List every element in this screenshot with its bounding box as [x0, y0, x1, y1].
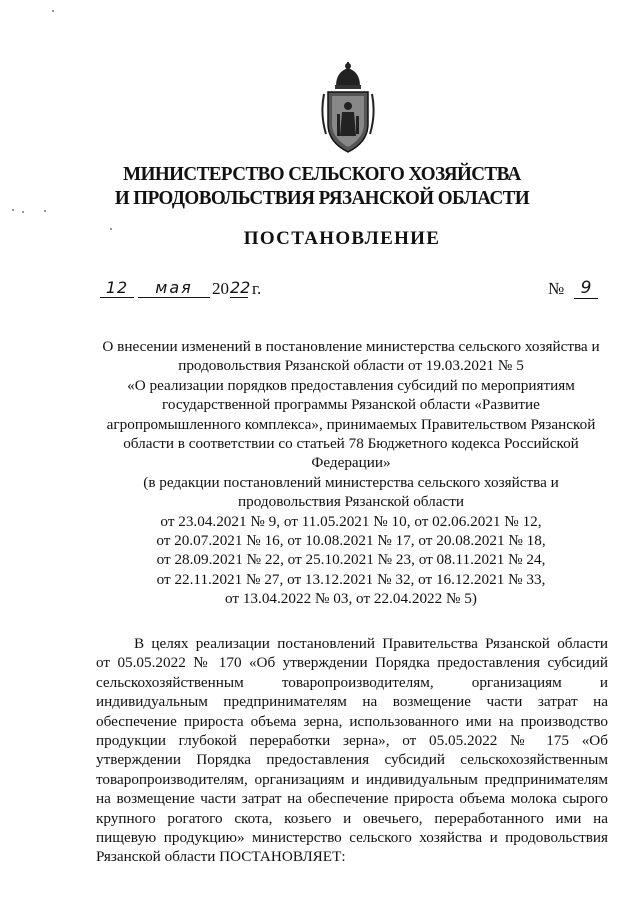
date-day: 12: [100, 278, 134, 298]
document-number: 9: [574, 278, 598, 299]
body-line: Рязанской области ПОСТАНОВЛЯЕТ:: [96, 848, 346, 866]
body-line: индивидуальным предпринимателям на возмещение части затрат на: [96, 693, 608, 711]
body-line: крупного рогатого скота, козьего и овечьего, переработанного ими на: [96, 809, 608, 827]
number-sign: №: [548, 279, 565, 298]
year-prefix: 20: [212, 279, 229, 298]
title-line: агропромышленного комплекса», принимаемых Правительством Рязанской: [106, 415, 596, 433]
title-line: от 22.11.2021 № 27, от 13.12.2021 № 32, от 16.12.2021 № 33,: [156, 570, 546, 588]
body-line: товаропроизводителям, организациям и индивидуальным предпринимателям: [96, 770, 608, 788]
body-line: на возмещение части затрат на обеспечение прироста объема молока сырого: [96, 790, 608, 808]
ministry-name: [24, 162, 619, 210]
scan-speck: [44, 210, 46, 212]
title-line: области в соответствии со статьей 78 Бюджетного кодекса Российской: [123, 435, 579, 453]
scan-speck: [12, 209, 14, 211]
document-type: ПОСТАНОВЛЕНИЕ: [243, 228, 441, 249]
title-line: «О реализации порядков предоставления субсидий по мероприятиям: [127, 376, 575, 394]
document-title: [90, 337, 612, 609]
title-line: продовольствия Рязанской области от 19.03.2021 № 5: [178, 357, 524, 375]
body-line: сельскохозяйственным товаропроизводителям, организациям и: [96, 673, 608, 691]
title-line: от 20.07.2021 № 16, от 10.08.2021 № 17, от 20.08.2021 № 18,: [156, 532, 546, 550]
title-line: (в редакции постановлений министерства сельского хозяйства и: [143, 473, 559, 491]
scan-speck: [52, 10, 54, 12]
ryazan-coat-of-arms-icon: [318, 62, 378, 158]
title-line: продовольствия Рязанской области: [238, 493, 464, 511]
ministry-line-2: И ПРОДОВОЛЬСТВИЯ РЯЗАНСКОЙ ОБЛАСТИ: [114, 187, 530, 209]
title-line: от 13.04.2022 № 03, от 22.04.2022 № 5): [225, 590, 477, 608]
title-line: от 28.09.2021 № 22, от 25.10.2021 № 23, от 08.11.2021 № 24,: [156, 551, 546, 569]
ministry-line-1: МИНИСТЕРСТВО СЕЛЬСКОГО ХОЗЯЙСТВА: [123, 163, 521, 185]
scan-speck: [110, 228, 112, 230]
date-number-line: [100, 278, 600, 304]
body-paragraph: [96, 634, 608, 867]
title-line: государственной программы Рязанской области «Развитие: [162, 396, 540, 414]
body-line: обеспечение прироста объема зерна, использованного ими на производство: [96, 712, 608, 730]
scan-speck: [22, 211, 24, 213]
date-month: мая: [138, 278, 210, 298]
title-line: О внесении изменений в постановление министерства сельского хозяйства и: [102, 338, 600, 355]
body-line: пищевую продукцию» министерство сельского хозяйства и продовольствия: [96, 829, 608, 847]
body-line: В целях реализации постановлений Правительства Рязанской области: [134, 635, 608, 652]
body-line: продукции глубокой переработки зерна», от 05.05.2022 № 175 «Об: [96, 732, 608, 750]
year-suffix: 22: [230, 278, 251, 297]
title-line: от 23.04.2021 № 9, от 11.05.2021 № 10, от 02.06.2021 № 12,: [160, 512, 542, 530]
body-line: от 05.05.2022 № 170 «Об утверждении Порядка предоставления субсидий: [96, 654, 608, 672]
title-line: Федерации»: [311, 454, 391, 472]
body-line: утверждении Порядка предоставления субсидий сельскохозяйственным: [96, 751, 608, 769]
year-abbrev: г.: [252, 279, 262, 298]
